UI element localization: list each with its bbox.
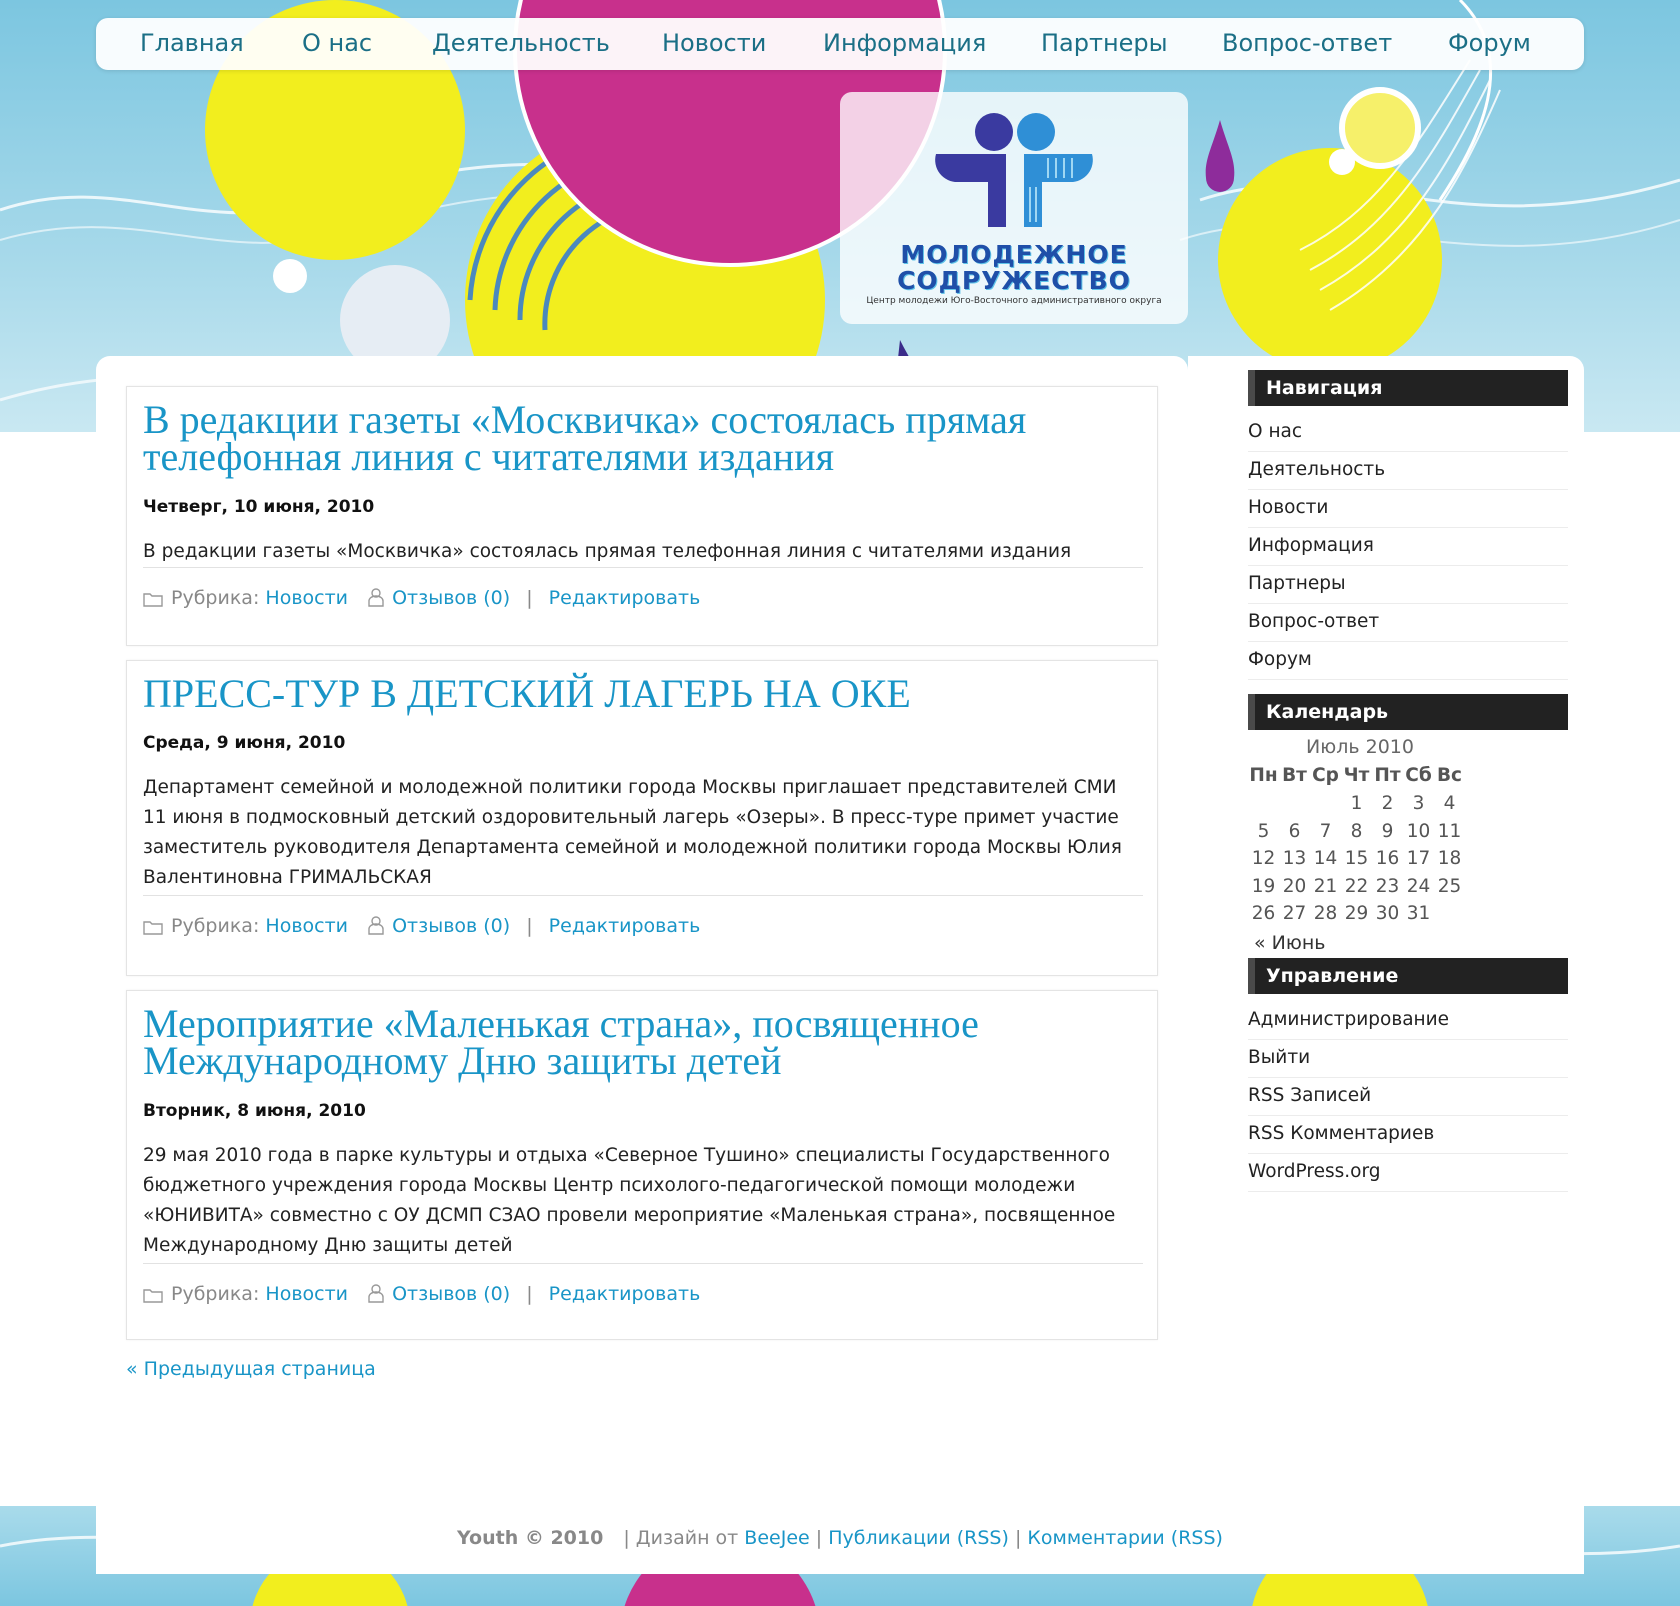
sidebar-link-news[interactable]: Новости	[1248, 497, 1329, 518]
post-excerpt: Департамент семейной и молодежной политики города Москвы приглашает представителей СМИ 11 июня в подмосковный детский оздоровительный лагерь «Озеры». В пресс-туре примет участие заместитель руководителя Департамента семейной и молодежной политики города Москвы Юлия Валентиновна ГРИМАЛЬСКАЯ	[143, 777, 1122, 888]
calendar-day: 27	[1282, 903, 1307, 925]
post-meta	[143, 1283, 700, 1308]
calendar-day: 22	[1344, 875, 1369, 897]
footer-separator: |	[1014, 1527, 1022, 1549]
calendar-day: 19	[1251, 875, 1276, 897]
admin-item-rss-posts	[1248, 1078, 1568, 1116]
post-title[interactable]: В редакции газеты «Москвичка» состоялась прямая телефонная линия с читателями издания	[143, 397, 1027, 479]
calendar-day: 7	[1319, 820, 1332, 842]
admin-link-wordpress[interactable]: WordPress.org	[1248, 1161, 1381, 1182]
footer-designer-link[interactable]: BeeJee	[744, 1527, 810, 1549]
edit-link[interactable]: Редактировать	[548, 915, 701, 937]
admin-widget-title: Управление	[1248, 958, 1568, 994]
comments-link[interactable]: Отзывов (0)	[392, 915, 511, 937]
calendar-day: 17	[1406, 848, 1431, 870]
calendar-day: 24	[1406, 875, 1431, 897]
category-link[interactable]: Новости	[265, 1283, 349, 1305]
nav-information[interactable]: Информация	[823, 29, 987, 57]
calendar-day: 6	[1288, 820, 1301, 842]
sidebar-item-forum	[1248, 642, 1568, 680]
sidebar-link-faq[interactable]: Вопрос-ответ	[1248, 611, 1380, 632]
comments-link[interactable]: Отзывов (0)	[392, 1283, 511, 1305]
folder-icon	[143, 918, 163, 940]
footer-copyright: Youth © 2010	[457, 1527, 604, 1549]
calendar-day: 20	[1282, 875, 1307, 897]
navigation-widget-list	[1248, 414, 1568, 680]
calendar-weekday: Вт	[1282, 764, 1307, 786]
calendar-weekday: Пт	[1374, 764, 1401, 786]
nav-forum[interactable]: Форум	[1448, 29, 1531, 57]
calendar-day: 16	[1375, 848, 1400, 870]
category-link[interactable]: Новости	[265, 915, 349, 937]
post-divider	[143, 567, 1143, 568]
calendar-day: 15	[1344, 848, 1369, 870]
sidebar-link-forum[interactable]: Форум	[1248, 649, 1312, 670]
admin-link-rss-posts[interactable]: RSS Записей	[1248, 1085, 1372, 1106]
sidebar-link-activity[interactable]: Деятельность	[1248, 459, 1386, 480]
previous-page-link[interactable]: « Предыдущая страница	[126, 1358, 376, 1380]
post-date: Четверг, 10 июня, 2010	[143, 497, 375, 517]
logo-subtitle: Центр молодежи Юго-Восточного административного округа	[866, 296, 1162, 306]
sidebar-link-information[interactable]: Информация	[1248, 535, 1374, 556]
category-label: Рубрика:	[171, 915, 260, 937]
admin-item-wordpress	[1248, 1154, 1568, 1192]
admin-link-logout[interactable]: Выйти	[1248, 1047, 1311, 1068]
post	[126, 660, 1158, 976]
nav-about[interactable]: О нас	[302, 29, 373, 57]
admin-link-dashboard[interactable]: Администрирование	[1248, 1009, 1450, 1030]
sidebar-item-news	[1248, 490, 1568, 528]
post-excerpt: 29 мая 2010 года в парке культуры и отдыха «Северное Тушино» специалисты Государственного бюджетного учреждения города Москвы Центр психолого-педагогической помощи молодежи «ЮНИВИТА» совместно с ОУ ДСМП СЗАО провели мероприятие «Маленькая страна», посвященное Международному Дню защиты детей	[143, 1145, 1116, 1256]
calendar-day	[1279, 790, 1310, 818]
admin-item-rss-comments	[1248, 1116, 1568, 1154]
folder-icon	[143, 590, 163, 612]
post-excerpt: В редакции газеты «Москвичка» состоялась прямая телефонная линия с читателями издания	[143, 541, 1072, 562]
calendar-table	[1248, 760, 1465, 928]
calendar-day: 29	[1344, 903, 1369, 925]
site-footer	[0, 1527, 1680, 1549]
logo-title-line2: СОДРУЖЕСТВО	[897, 266, 1131, 295]
sidebar-item-information	[1248, 528, 1568, 566]
calendar-day: 5	[1257, 820, 1270, 842]
calendar-weekday: Пн	[1249, 764, 1278, 786]
nav-faq[interactable]: Вопрос-ответ	[1222, 29, 1393, 57]
post-divider	[143, 895, 1143, 896]
calendar-day: 11	[1437, 820, 1462, 842]
calendar-day	[1310, 790, 1341, 818]
sidebar-link-partners[interactable]: Партнеры	[1248, 573, 1346, 594]
post-date: Вторник, 8 июня, 2010	[143, 1101, 366, 1121]
sidebar-link-about[interactable]: О нас	[1248, 421, 1303, 442]
calendar-day: 21	[1313, 875, 1338, 897]
calendar-day: 26	[1251, 903, 1276, 925]
category-label: Рубрика:	[171, 1283, 260, 1305]
admin-widget-list	[1248, 1002, 1568, 1192]
top-navigation	[96, 18, 1584, 70]
calendar-day: 18	[1437, 848, 1462, 870]
calendar	[1248, 734, 1568, 954]
folder-icon	[143, 1286, 163, 1308]
calendar-day: 13	[1282, 848, 1307, 870]
calendar-day: 12	[1251, 848, 1276, 870]
calendar-day: 31	[1406, 903, 1431, 925]
post-meta	[143, 587, 700, 612]
calendar-day: 28	[1313, 903, 1338, 925]
post-title[interactable]: Мероприятие «Маленькая страна», посвященное Международному Дню защиты детей	[143, 1001, 979, 1083]
post-date: Среда, 9 июня, 2010	[143, 733, 346, 753]
calendar-weekday: Ср	[1312, 764, 1339, 786]
calendar-day: 8	[1350, 820, 1363, 842]
nav-activity[interactable]: Деятельность	[432, 29, 610, 57]
calendar-caption: Июль 2010	[1306, 736, 1414, 758]
navigation-widget-title: Навигация	[1248, 370, 1568, 406]
calendar-weekday: Чт	[1343, 764, 1370, 786]
admin-item-dashboard	[1248, 1002, 1568, 1040]
calendar-widget-title: Календарь	[1248, 694, 1568, 730]
calendar-day: 3	[1412, 793, 1425, 815]
sidebar-item-partners	[1248, 566, 1568, 604]
footer-rss-comments-link[interactable]: Комментарии (RSS)	[1027, 1527, 1223, 1549]
footer-design-by: | Дизайн от	[623, 1527, 739, 1549]
comment-user-icon	[368, 1283, 384, 1308]
category-label: Рубрика:	[171, 587, 260, 609]
post-meta	[143, 915, 700, 940]
meta-separator: |	[526, 1283, 533, 1305]
logo-figures-icon	[840, 92, 1188, 242]
nav-partners[interactable]: Партнеры	[1041, 29, 1168, 57]
sidebar-item-activity	[1248, 452, 1568, 490]
site-logo[interactable]	[840, 92, 1188, 324]
nav-news[interactable]: Новости	[662, 29, 767, 57]
calendar-prev-month-link[interactable]: « Июнь	[1254, 931, 1326, 954]
admin-link-rss-comments[interactable]: RSS Комментариев	[1248, 1123, 1435, 1144]
footer-separator: |	[815, 1527, 823, 1549]
post-title[interactable]: ПРЕСС-ТУР В ДЕТСКИЙ ЛАГЕРЬ НА ОКЕ	[143, 671, 911, 716]
calendar-weekday: Вс	[1436, 764, 1463, 786]
calendar-day: 14	[1313, 848, 1338, 870]
comment-user-icon	[368, 587, 384, 612]
calendar-day	[1434, 900, 1465, 928]
nav-home[interactable]: Главная	[140, 29, 244, 57]
edit-link[interactable]: Редактировать	[548, 587, 701, 609]
post	[126, 990, 1158, 1340]
meta-separator: |	[526, 915, 533, 937]
calendar-day: 2	[1381, 793, 1394, 815]
category-link[interactable]: Новости	[265, 587, 349, 609]
sidebar-item-about	[1248, 414, 1568, 452]
calendar-weekday: Сб	[1405, 764, 1432, 786]
meta-separator: |	[526, 587, 533, 609]
calendar-day: 4	[1443, 793, 1456, 815]
calendar-day: 30	[1375, 903, 1400, 925]
admin-item-logout	[1248, 1040, 1568, 1078]
calendar-day: 9	[1381, 820, 1394, 842]
edit-link[interactable]: Редактировать	[548, 1283, 701, 1305]
footer-rss-posts-link[interactable]: Публикации (RSS)	[828, 1527, 1009, 1549]
calendar-day: 1	[1350, 793, 1363, 815]
comment-user-icon	[368, 915, 384, 940]
calendar-day: 10	[1406, 820, 1431, 842]
calendar-day: 23	[1375, 875, 1400, 897]
post-divider	[143, 1263, 1143, 1264]
post	[126, 386, 1158, 646]
logo-title-line1: МОЛОДЕЖНОЕ	[900, 240, 1128, 269]
calendar-day: 25	[1437, 875, 1462, 897]
comments-link[interactable]: Отзывов (0)	[392, 587, 511, 609]
calendar-day	[1248, 790, 1279, 818]
sidebar-item-faq	[1248, 604, 1568, 642]
